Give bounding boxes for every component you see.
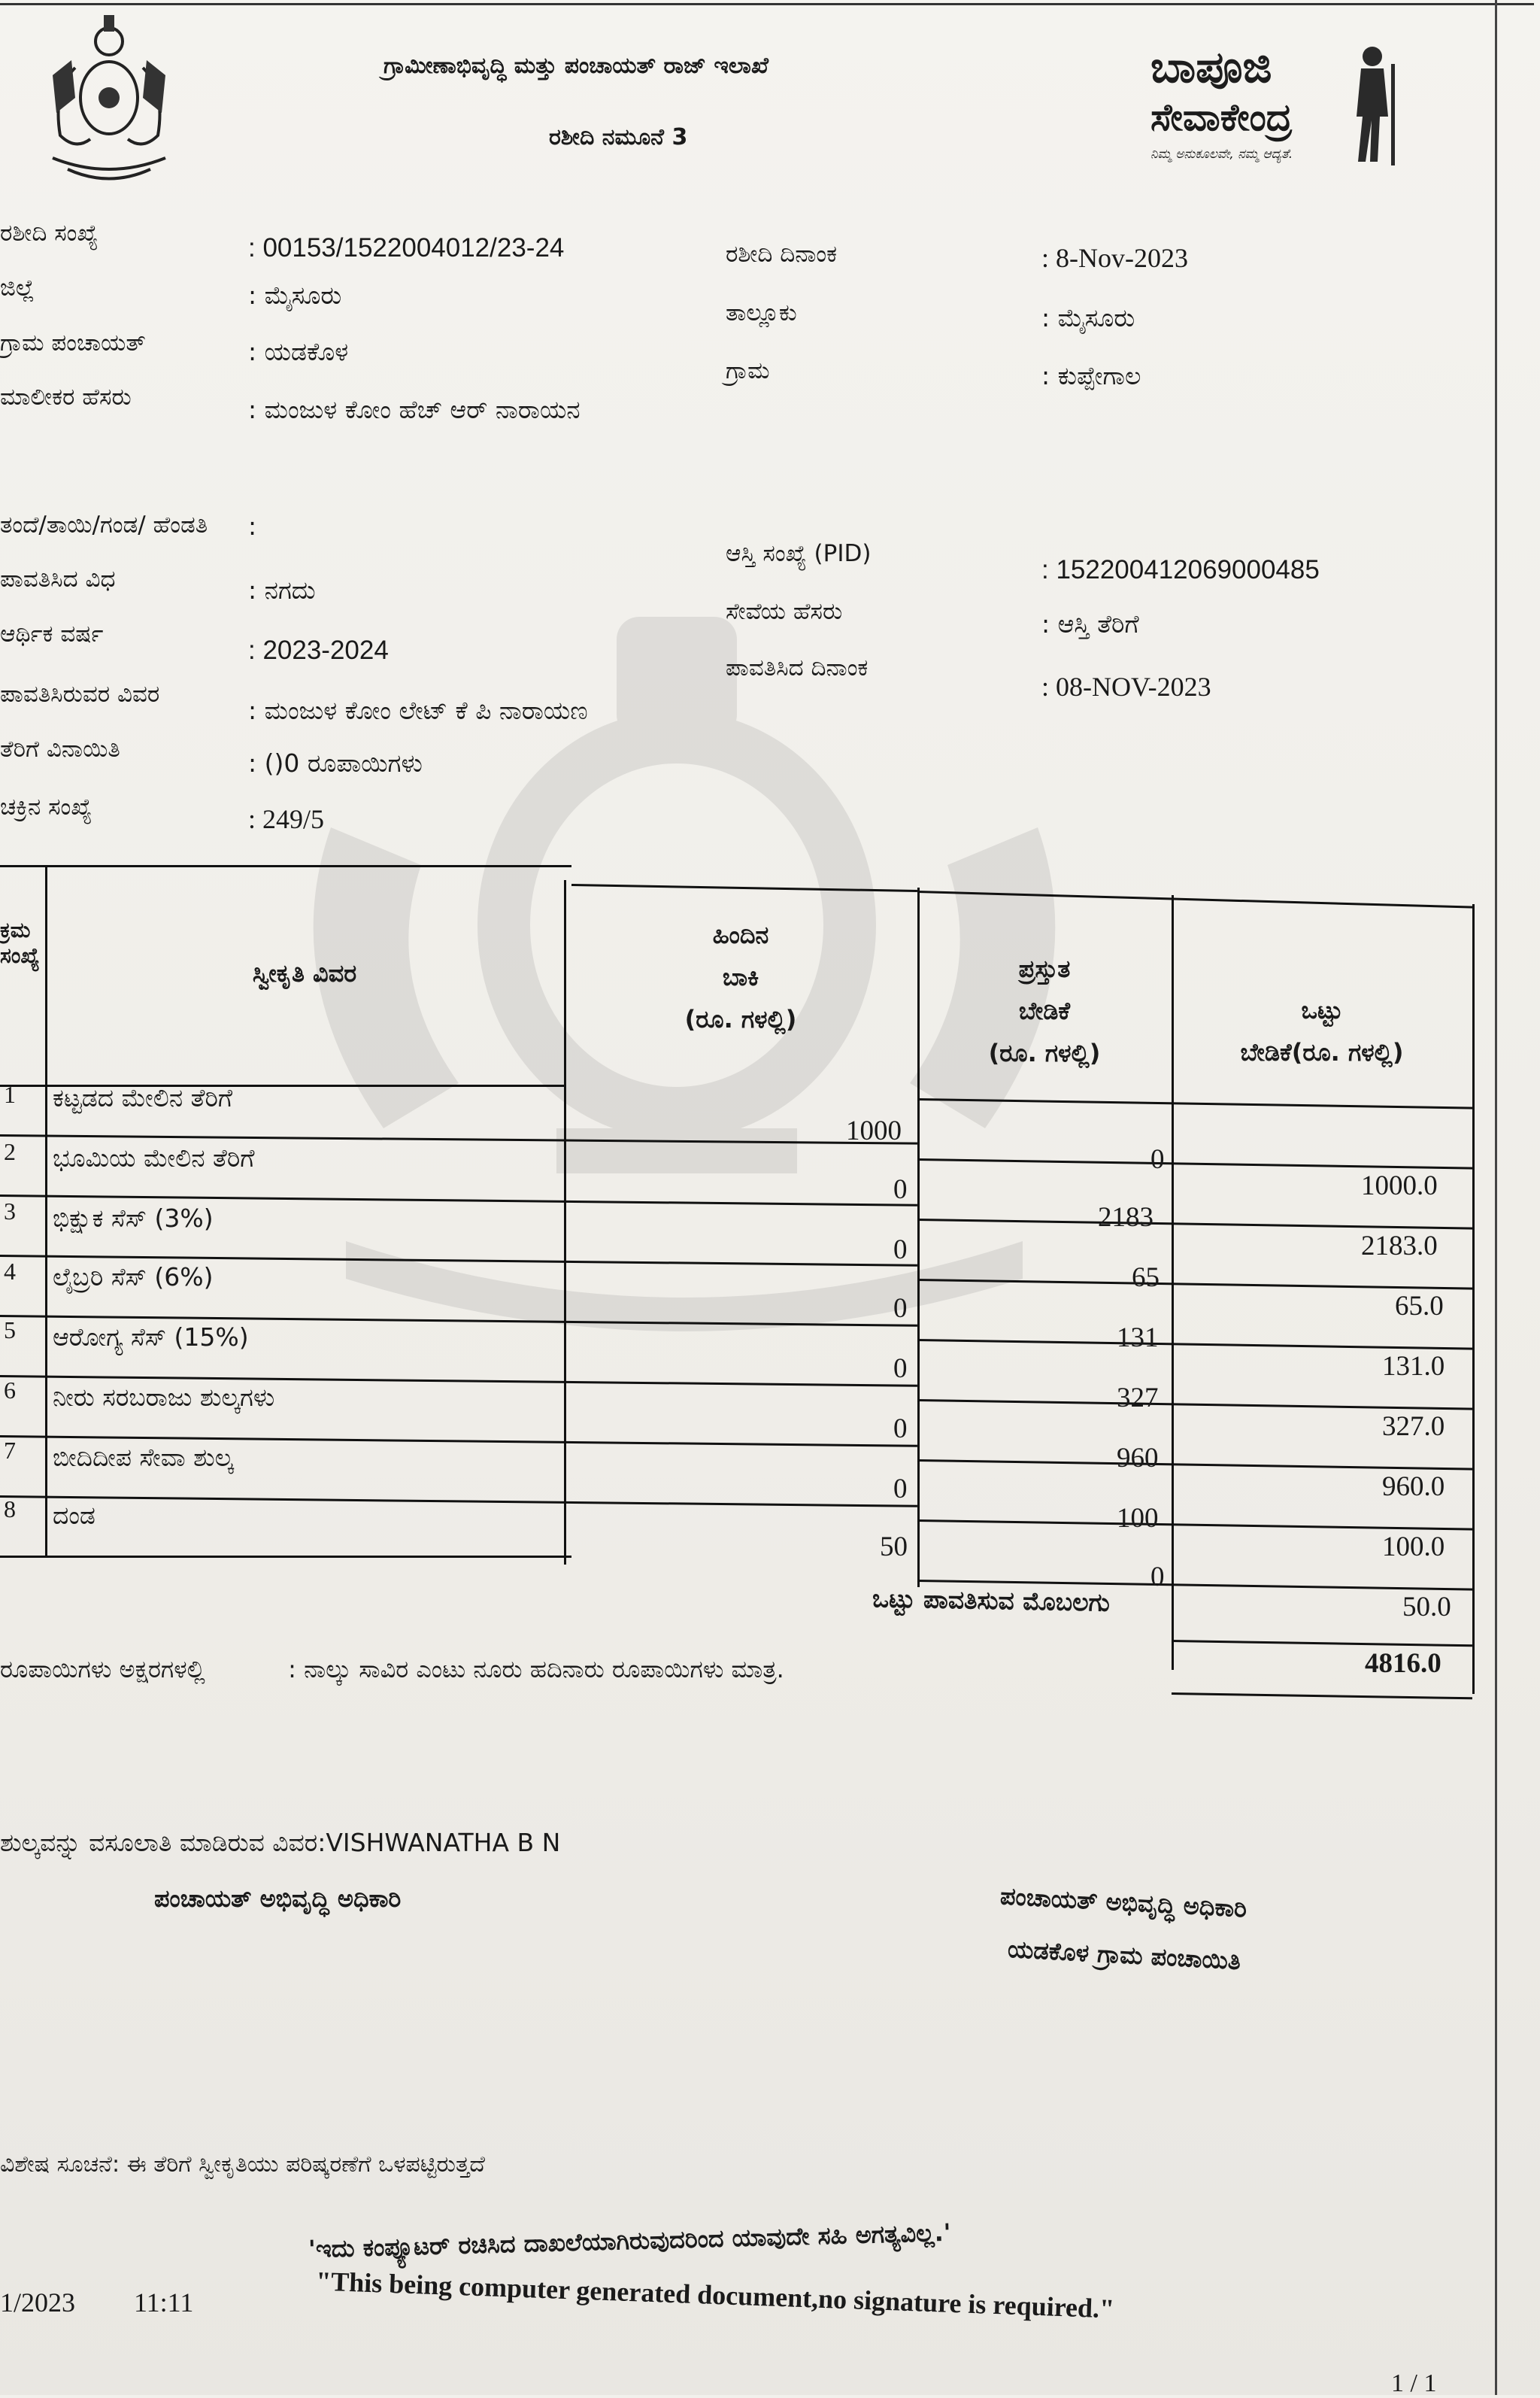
col-header-current-demand: ಪ್ರಸ್ತುತ ಬೇಡಿಕೆ (ರೂ. ಗಳಲ್ಲಿ)	[988, 955, 1101, 1067]
row-4-prev: 0	[893, 1293, 908, 1324]
district-value: : ಮೈಸೂರು	[248, 281, 342, 310]
right-border	[1495, 0, 1497, 2395]
financial-year-value: : 2023-2024	[248, 636, 389, 665]
row-5-sl: 5	[4, 1316, 16, 1343]
row-6-curr: 960	[1117, 1443, 1159, 1474]
disclaimer-kannada: 'ಇದು ಕಂಪ್ಯೂಟರ್ ರಚಿಸಿದ ದಾಖಲೆಯಾಗಿರುವುದರಿಂದ ಯಾವುದೇ ಸಹಿ ಅಗತ್ಯವಿಲ್ಲ.'	[308, 2217, 952, 2264]
signatory-designation: ಪಂಚಾಯತ್ ಅಭಿವೃದ್ಧಿ ಅಧಿಕಾರಿ	[999, 1881, 1248, 1923]
tax-receipt-table	[0, 865, 1474, 1707]
property-id-value: : 152200412069000485	[1041, 555, 1320, 584]
challan-number-label: ಚಕ್ರಿನ ಸಂಖ್ಯೆ	[0, 794, 92, 821]
payment-mode-value: : ನಗದು	[248, 575, 316, 605]
row-4-total: 131.0	[1382, 1351, 1445, 1382]
service-name-value: : ಆಸ್ತಿ ತೆರಿಗೆ	[1041, 609, 1139, 639]
signatory-office: ಯಡಕೊಳ ಗ್ರಾಮ ಪಂಚಾಯಿತಿ	[1007, 1934, 1241, 1976]
row-6-total: 960.0	[1382, 1471, 1445, 1502]
logo-tagline: ನಿಮ್ಮ ಅನುಕೂಲವೇ, ನಮ್ಮ ಆದ್ಯತೆ.	[1150, 147, 1293, 162]
printed-date: 1/2023	[0, 2287, 76, 2318]
row-5-total: 327.0	[1382, 1411, 1445, 1442]
logo-main-text: ಬಾಪೂಜಿ	[1150, 41, 1272, 93]
printed-time: 11:11	[134, 2287, 194, 2318]
payer-details-label: ಪಾವತಿಸಿರುವರ ವಿವರ	[0, 681, 160, 708]
amount-in-words	[0, 1655, 784, 1684]
special-note: ವಿಶೇಷ ಸೂಚನೆ: ಈ ತೆರಿಗೆ ಸ್ವೀಕೃತಿಯು ಪರಿಷ್ಕರಣೆಗೆ ಒಳಪಟ್ಟಿರುತ್ತದೆ	[0, 2151, 485, 2178]
village-value: : ಕುಪ್ಪೇಗಾಲ	[1041, 361, 1141, 390]
taluk-value: : ಮೈಸೂರು	[1041, 303, 1135, 332]
col-header-description: ಸ್ವೀಕೃತಿ ವಿವರ	[252, 959, 357, 988]
row-3-curr: 65	[1132, 1262, 1160, 1293]
relation-value: :	[248, 511, 257, 541]
financial-year-label: ಆರ್ಥಿಕ ವರ್ಷ	[0, 621, 104, 648]
row-8-desc: ದಂಡ	[53, 1501, 95, 1530]
owner-name-value: : ಮಂಜುಳ ಕೋಂ ಹೆಚ್ ಆರ್ ನಾರಾಯನ	[248, 395, 581, 424]
tax-exemption-label: ತೆರಿಗೆ ವಿನಾಯಿತಿ	[0, 736, 120, 763]
row-8-sl: 8	[4, 1495, 16, 1522]
row-2-prev: 0	[893, 1174, 908, 1205]
col-header-total-demand: ಒಟ್ಟು ಬೇಡಿಕೆ(ರೂ. ಗಳಲ್ಲಿ)	[1240, 996, 1404, 1067]
payment-mode-label: ಪಾವತಿಸಿದ ವಿಧ	[0, 566, 116, 593]
row-8-prev: 50	[880, 1531, 908, 1562]
gram-panchayat-label: ಗ್ರಾಮ ಪಂಚಾಯತ್	[0, 329, 146, 357]
row-2-sl: 2	[4, 1138, 16, 1165]
col-header-previous-due: ಹಿಂದಿನ ಬಾಕಿ (ರೂ. ಗಳಲ್ಲಿ)	[684, 921, 797, 1034]
row-1-desc: ಕಟ್ಟಡದ ಮೇಲಿನ ತೆರಿಗೆ	[53, 1083, 233, 1112]
collector-designation: ಪಂಚಾಯತ್ ಅಭಿವೃದ್ಧಿ ಅಧಿಕಾರಿ	[154, 1884, 402, 1913]
receipt-date-label: ರಶೀದಿ ದಿನಾಂಕ	[726, 241, 838, 268]
row-3-desc: ಭಿಕ್ಷುಕ ಸೆಸ್ (3%)	[53, 1204, 214, 1233]
row-3-prev: 0	[893, 1234, 908, 1265]
row-7-desc: ಬೀದಿದೀಪ ಸೇವಾ ಶುಲ್ಕ	[53, 1443, 234, 1472]
row-7-curr: 100	[1117, 1503, 1159, 1534]
row-7-total: 100.0	[1382, 1531, 1445, 1562]
row-6-prev: 0	[893, 1413, 908, 1444]
row-3-total: 65.0	[1395, 1291, 1444, 1322]
bapuji-seva-kendra-logo	[1150, 41, 1406, 169]
amount-words-label: ರೂಪಾಯಿಗಳು ಅಕ್ಷರಗಳಲ್ಲಿ	[0, 1655, 205, 1683]
department-title: ಗ್ರಾಮೀಣಾಭಿವೃದ್ಧಿ ಮತ್ತು ಪಂಚಾಯತ್ ರಾಜ್ ಇಲಾಖೆ	[383, 53, 768, 79]
grand-total-value: 4816.0	[1365, 1648, 1441, 1679]
disclaimer-english: "This being computer generated document,no signature is required."	[315, 2266, 1115, 2324]
relation-label: ತಂದೆ/ತಾಯಿ/ಗಂಡ/ ಹೆಂಡತಿ	[0, 511, 208, 539]
row-5-prev: 0	[893, 1353, 908, 1384]
row-1-total: 1000.0	[1361, 1170, 1438, 1201]
page-number: 1 / 1	[1391, 2369, 1437, 2397]
row-7-sl: 7	[4, 1437, 16, 1464]
receipt-date-value: : 8-Nov-2023	[1041, 243, 1188, 273]
row-4-curr: 131	[1117, 1322, 1159, 1353]
service-name-label: ಸೇವೆಯ ಹೆಸರು	[726, 598, 843, 625]
gram-panchayat-value: : ಯಡಕೊಳ	[248, 337, 349, 366]
logo-sub-text: ಸೇವಾಕೇಂದ್ರ	[1150, 96, 1293, 139]
row-3-sl: 3	[4, 1197, 16, 1225]
receipt-number-value: : 00153/1522004012/23-24	[248, 233, 565, 263]
row-8-total: 50.0	[1402, 1592, 1451, 1622]
receipt-number-label: ರಶೀದಿ ಸಂಖ್ಯೆ	[0, 220, 99, 247]
row-1-sl: 1	[4, 1081, 16, 1108]
row-1-prev: 1000	[846, 1116, 902, 1146]
collector-details: ಶುಲ್ಕವನ್ನು ವಸೂಲಾತಿ ಮಾಡಿರುವ ವಿವರ:VISHWANATHA B N	[0, 1828, 561, 1857]
karnataka-emblem-icon	[30, 8, 188, 181]
col-header-sl: ಕ್ರಮ ಸಂಖ್ಯೆ	[0, 918, 40, 968]
property-id-label: ಆಸ್ತಿ ಸಂಖ್ಯೆ (PID)	[726, 540, 872, 567]
row-5-desc: ಆರೋಗ್ಯ ಸೆಸ್ (15%)	[53, 1322, 249, 1352]
tax-exemption-value: : ()0 ರೂಪಾಯಿಗಳು	[248, 748, 423, 778]
total-payable-label: ಒಟ್ಟು ಪಾವತಿಸುವ ಮೊಬಲಗು	[872, 1583, 1111, 1617]
row-7-prev: 0	[893, 1474, 908, 1504]
row-1-curr: 0	[1150, 1144, 1165, 1175]
row-8-curr: 0	[1150, 1562, 1165, 1592]
row-4-sl: 4	[4, 1258, 16, 1285]
payment-date-label: ಪಾವತಿಸಿದ ದಿನಾಂಕ	[726, 654, 869, 681]
row-4-desc: ಲೈಬ್ರರಿ ಸೆಸ್ (6%)	[53, 1262, 214, 1292]
printed-datetime	[0, 2287, 193, 2318]
payer-details-value: : ಮಂಜುಳ ಕೋಂ ಲೇಟ್ ಕೆ ಪಿ ನಾರಾಯಣ	[248, 696, 588, 725]
form-name: ರಶೀದಿ ನಮೂನೆ 3	[549, 124, 688, 150]
taluk-label: ತಾಲ್ಲೂಕು	[726, 299, 797, 326]
village-label: ಗ್ರಾಮ	[726, 357, 770, 384]
row-5-curr: 327	[1117, 1383, 1159, 1413]
payment-date-value: : 08-NOV-2023	[1041, 672, 1211, 702]
owner-name-label: ಮಾಲೀಕರ ಹೆಸರು	[0, 384, 132, 411]
gandhi-figure-icon	[1338, 41, 1406, 169]
amount-words-value: : ನಾಲ್ಕು ಸಾವಿರ ಎಂಟು ನೂರು ಹದಿನಾರು ರೂಪಾಯಿಗಳು ಮಾತ್ರ.	[288, 1655, 784, 1683]
row-2-total: 2183.0	[1361, 1231, 1438, 1261]
top-border	[0, 3, 1534, 5]
row-6-sl: 6	[4, 1377, 16, 1404]
row-2-curr: 2183	[1098, 1202, 1153, 1233]
row-2-desc: ಭೂಮಿಯ ಮೇಲಿನ ತೆರಿಗೆ	[53, 1143, 255, 1173]
challan-number-value: : 249/5	[248, 804, 325, 834]
row-6-desc: ನೀರು ಸರಬರಾಜು ಶುಲ್ಕಗಳು	[53, 1383, 275, 1412]
district-label: ಜಿಲ್ಲೆ	[0, 275, 35, 302]
